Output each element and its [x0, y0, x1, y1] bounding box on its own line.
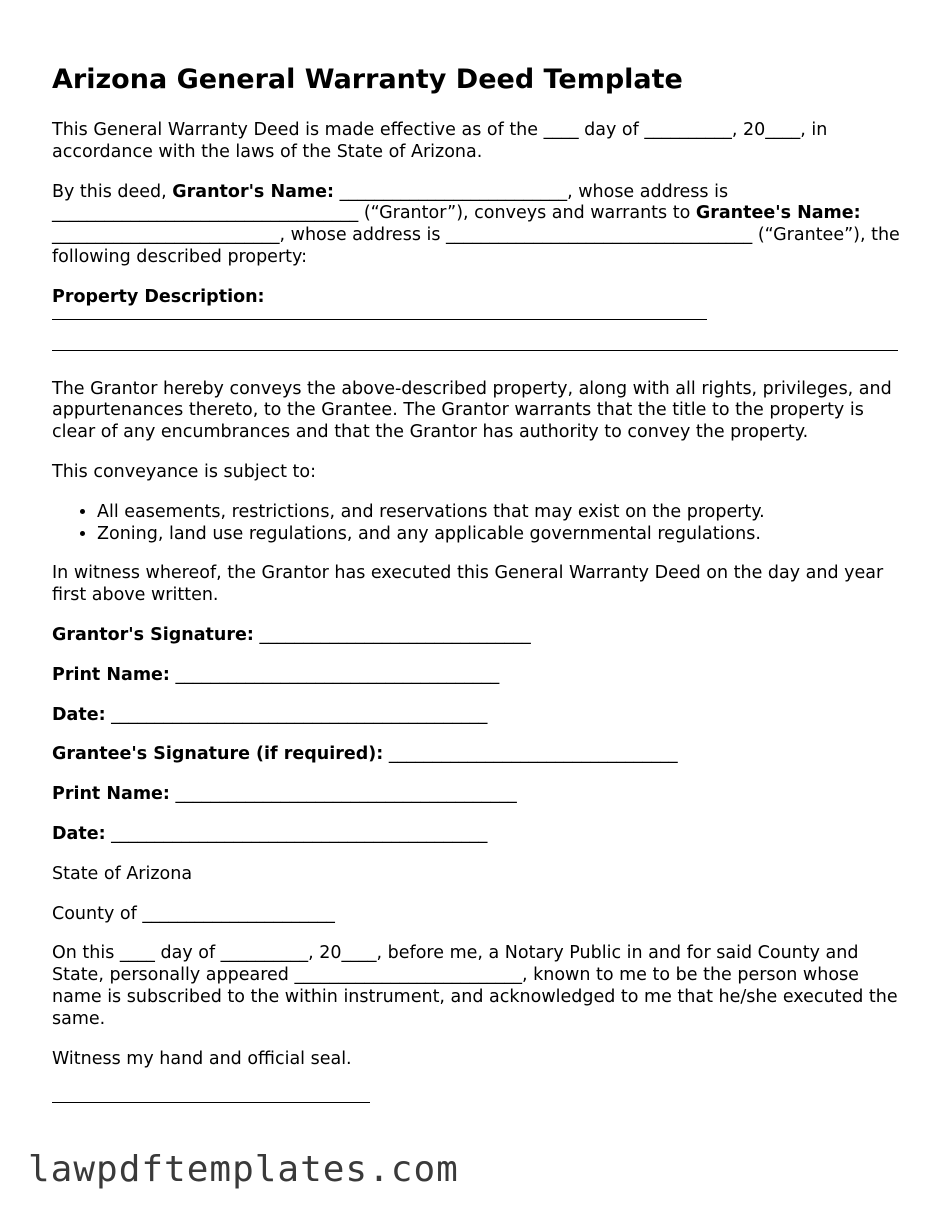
grantor-print-name-row — [52, 665, 902, 687]
watermark: lawpdftemplates.com — [28, 1149, 459, 1190]
grantee-signature-row — [52, 744, 902, 766]
notary-county: County of ______________________ — [52, 903, 335, 924]
grantee-details: __________________________, whose address is ___________________________________ (“Grantee”), the following described property: — [52, 225, 900, 267]
grantee-print-name-row — [52, 784, 902, 806]
grantor-signature-field[interactable]: _______________________________ — [253, 624, 531, 645]
print-name-label: Print Name: — [52, 664, 170, 685]
notary-acknowledgment: On this ____ day of __________, 20____, before me, a Notary Public in and for said County and State, personally appeared __________________________, known to me to be the person whose name is subscribed to the within instrument, and acknowledged to me that he/she executed the same. — [52, 943, 898, 1029]
parties-paragraph — [52, 182, 902, 269]
notary-signature-line[interactable] — [52, 1102, 370, 1103]
list-item: • All easements, restrictions, and reservations that may exist on the property. — [97, 502, 902, 524]
date-label: Date: — [52, 704, 106, 725]
property-description-line-2[interactable] — [52, 350, 898, 351]
notary-witness: Witness my hand and official seal. — [52, 1048, 352, 1069]
property-description-label: Property Description: — [52, 286, 265, 307]
grantor-signature-label: Grantor's Signature: — [52, 624, 254, 645]
conditions-list — [52, 502, 902, 546]
date-label: Date: — [52, 823, 106, 844]
property-description-line-1[interactable] — [52, 319, 707, 320]
grantor-signature-row — [52, 625, 902, 647]
document-title: Arizona General Warranty Deed Template — [52, 64, 683, 95]
grantee-date-row — [52, 824, 902, 846]
grantor-name-label: Grantor's Name: — [172, 181, 335, 202]
grantor-date-field[interactable]: ___________________________________________ — [105, 704, 488, 725]
witness-whereof-paragraph: In witness whereof, the Grantor has executed this General Warranty Deed on the day and year first above written. — [52, 563, 884, 606]
conveyance-paragraph: The Grantor hereby conveys the above-described property, along with all rights, privileges, and appurtenances thereto, to the Grantee. The Grantor warrants that the title to the property is clear of any encumbrances and that the Grantor has authority to convey the property. — [52, 378, 892, 443]
grantee-print-name-field[interactable]: _______________________________________ — [169, 784, 517, 805]
grantee-signature-field[interactable]: _________________________________ — [383, 744, 678, 765]
subject-to-paragraph: This conveyance is subject to: — [52, 461, 316, 482]
grantor-date-row — [52, 705, 902, 727]
intro-paragraph: This General Warranty Deed is made effective as of the ____ day of __________, 20____, in accordance with the laws of the State of Arizona. — [52, 120, 828, 162]
grantor-print-name-field[interactable]: _____________________________________ — [169, 664, 500, 685]
grantor-details: __________________________, whose address is ___________________________________ (“Grantor”), conveys and warrants to — [52, 181, 729, 224]
print-name-label: Print Name: — [52, 784, 170, 805]
parties-prefix: By this deed, — [52, 181, 173, 202]
deed-document — [52, 62, 902, 1103]
notary-state: State of Arizona — [52, 863, 193, 884]
grantee-name-label: Grantee's Name: — [695, 203, 861, 224]
grantee-signature-label: Grantee's Signature (if required): — [52, 744, 384, 765]
grantee-date-field[interactable]: ___________________________________________ — [105, 823, 488, 844]
list-item: • Zoning, land use regulations, and any applicable governmental regulations. — [97, 524, 902, 546]
